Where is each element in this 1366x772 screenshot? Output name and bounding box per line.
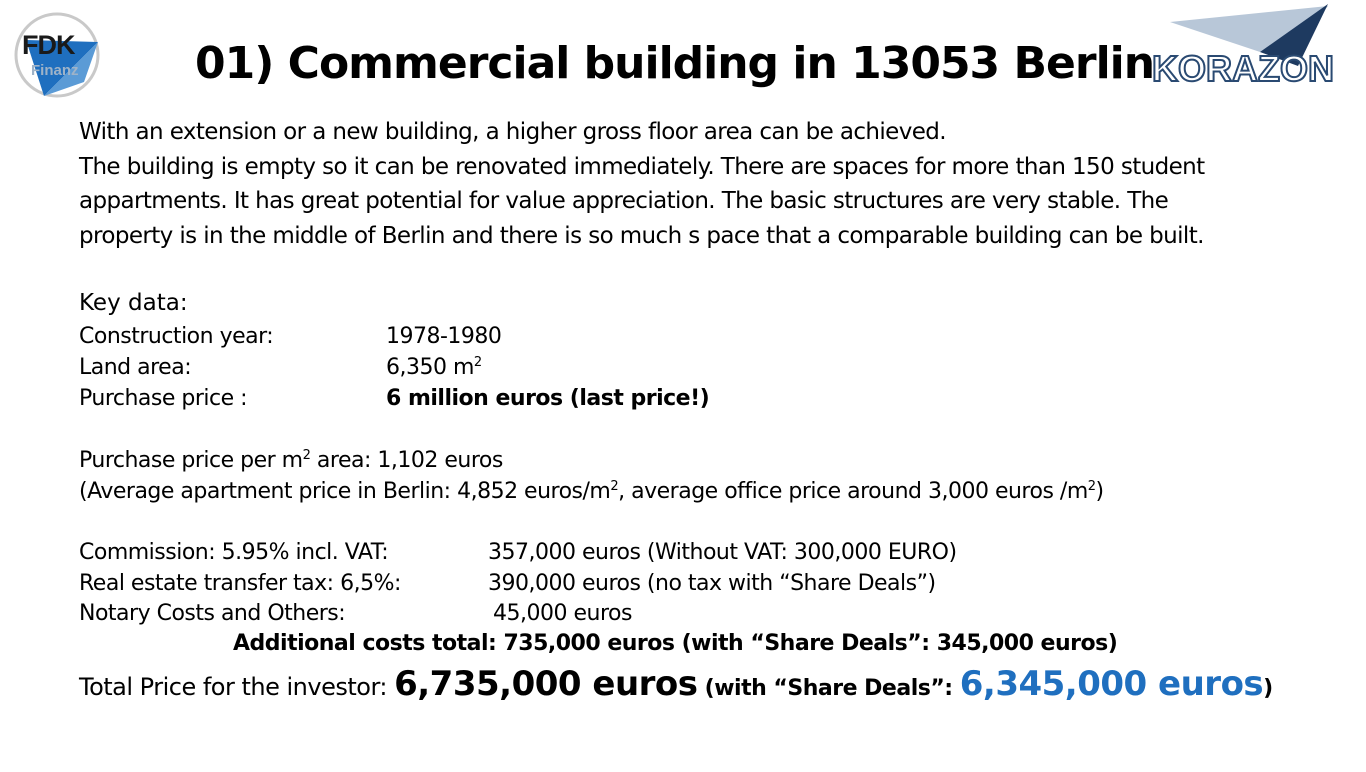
notary-label: Notary Costs and Others: [79,601,346,626]
commission-label: Commission: 5.95% incl. VAT: [79,540,389,565]
average-part-3: ) [1095,479,1104,504]
intro-line: property is in the middle of Berlin and there is so much s pace that a comparable building can be built. [79,223,1204,249]
average-part-2: , average office price around 3,000 euros /m [618,479,1088,504]
total-amount: 6,735,000 euros [394,664,698,704]
average-sup-1: 2 [610,479,619,494]
construction-year-value: 1978-1980 [386,324,502,349]
page-title: 01) Commercial building in 13053 Berlin [195,38,1155,89]
land-area-value [386,355,482,380]
land-area-label: Land area: [79,355,192,380]
share-deals-amount: 6,345,000 euros [959,664,1264,704]
price-per-m2-line [79,448,503,473]
fdk-logo-subtext: Finanz [31,62,79,79]
intro-line: The building is empty so it can be renovated immediately. There are spaces for more than 150 student [79,154,1205,180]
korazon-logo-text: KORAZON [1152,48,1334,89]
share-deals-pre: (with “Share Deals”: [697,676,960,701]
purchase-price-label: Purchase price : [79,386,248,411]
price-per-m2-post: area: 1,102 euros [310,448,503,473]
total-label: Total Price for the investor: [79,673,395,701]
intro-line: appartments. It has great potential for value appreciation. The basic structures are very stable. The [79,188,1169,214]
additional-costs-total: Additional costs total: 735,000 euros (with “Share Deals”: 345,000 euros) [233,631,1118,656]
purchase-price-value: 6 million euros (last price!) [386,386,710,411]
fdk-finanz-logo [14,12,100,98]
average-part-1: (Average apartment price in Berlin: 4,852 euros/m [79,479,611,504]
land-area-superscript: 2 [473,355,482,370]
construction-year-label: Construction year: [79,324,274,349]
land-area-number: 6,350 m [386,355,474,380]
total-price-line [79,664,1273,704]
average-price-line [79,479,1104,504]
commission-value: 357,000 euros (Without VAT: 300,000 EURO) [488,540,957,565]
share-deals-post: ) [1263,676,1273,701]
key-data-heading: Key data: [79,290,188,316]
average-sup-2: 2 [1087,479,1096,494]
price-per-m2-pre: Purchase price per m [79,448,303,473]
fdk-logo-text: FDK [22,30,75,60]
notary-value: 45,000 euros [493,601,632,626]
korazon-logo [1148,4,1362,94]
transfer-tax-value: 390,000 euros (no tax with “Share Deals”) [488,571,936,596]
transfer-tax-label: Real estate transfer tax: 6,5%: [79,571,401,596]
intro-line: With an extension or a new building, a higher gross floor area can be achieved. [79,119,946,145]
price-per-m2-sup: 2 [302,448,311,463]
